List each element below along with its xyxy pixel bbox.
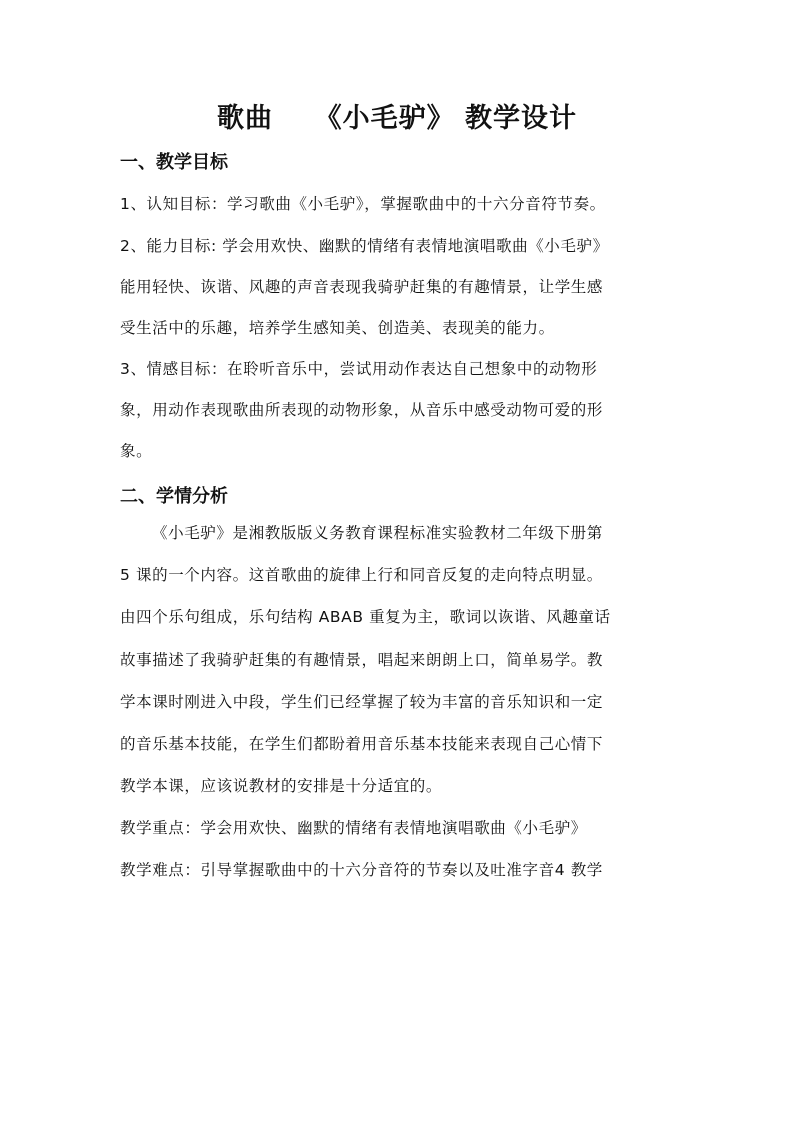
paragraph-line: 2、能力目标: 学会用欢快、幽默的情绪有表情地演唱歌曲《小毛驴》: [120, 237, 609, 255]
teaching-difficulty-line: 教学难点：引导掌握歌曲中的十六分音符的节奏以及吐准字音4 教学: [120, 861, 603, 879]
paragraph-line: 《小毛驴》是湘教版版义务教育课程标准实验教材二年级下册第: [152, 524, 603, 542]
paragraph-line: 3、情感目标：在聆听音乐中，尝试用动作表达自己想象中的动物形: [120, 360, 598, 378]
section-heading-learner-analysis: 二、学情分析: [120, 486, 228, 507]
paragraph-line: 象，用动作表现歌曲所表现的动物形象，从音乐中感受动物可爱的形: [120, 401, 604, 419]
paragraph-line: 学本课时刚进入中段，学生们已经掌握了较为丰富的音乐知识和一定: [120, 693, 604, 711]
paragraph-line: 故事描述了我骑驴赶集的有趣情景，唱起来朗朗上口，简单易学。教: [120, 651, 604, 669]
paragraph-line: 的音乐基本技能，在学生们都盼着用音乐基本技能来表现自己心情下: [120, 735, 604, 753]
paragraph-line: 由四个乐句组成，乐句结构 ABAB 重复为主，歌词以诙谐、风趣童话: [120, 608, 611, 626]
paragraph-line: 5 课的一个内容。这首歌曲的旋律上行和同音反复的走向特点明显。: [120, 566, 603, 584]
document-title: 歌曲 《小毛驴》 教学设计: [217, 103, 577, 134]
section-heading-teaching-goals: 一、教学目标: [120, 152, 228, 173]
teaching-focus-line: 教学重点：学会用欢快、幽默的情绪有表情地演唱歌曲《小毛驴》: [120, 819, 587, 837]
paragraph-line: 受生活中的乐趣，培养学生感知美、创造美、表现美的能力。: [120, 319, 555, 337]
paragraph-line: 能用轻快、诙谐、风趣的声音表现我骑驴赶集的有趣情景，让学生感: [120, 278, 604, 296]
paragraph-line: 象。: [120, 442, 153, 460]
paragraph-line: 1、认知目标：学习歌曲《小毛驴》，掌握歌曲中的十六分音符节奏。: [120, 195, 606, 213]
paragraph-line: 教学本课，应该说教材的安排是十分适宜的。: [120, 777, 443, 795]
